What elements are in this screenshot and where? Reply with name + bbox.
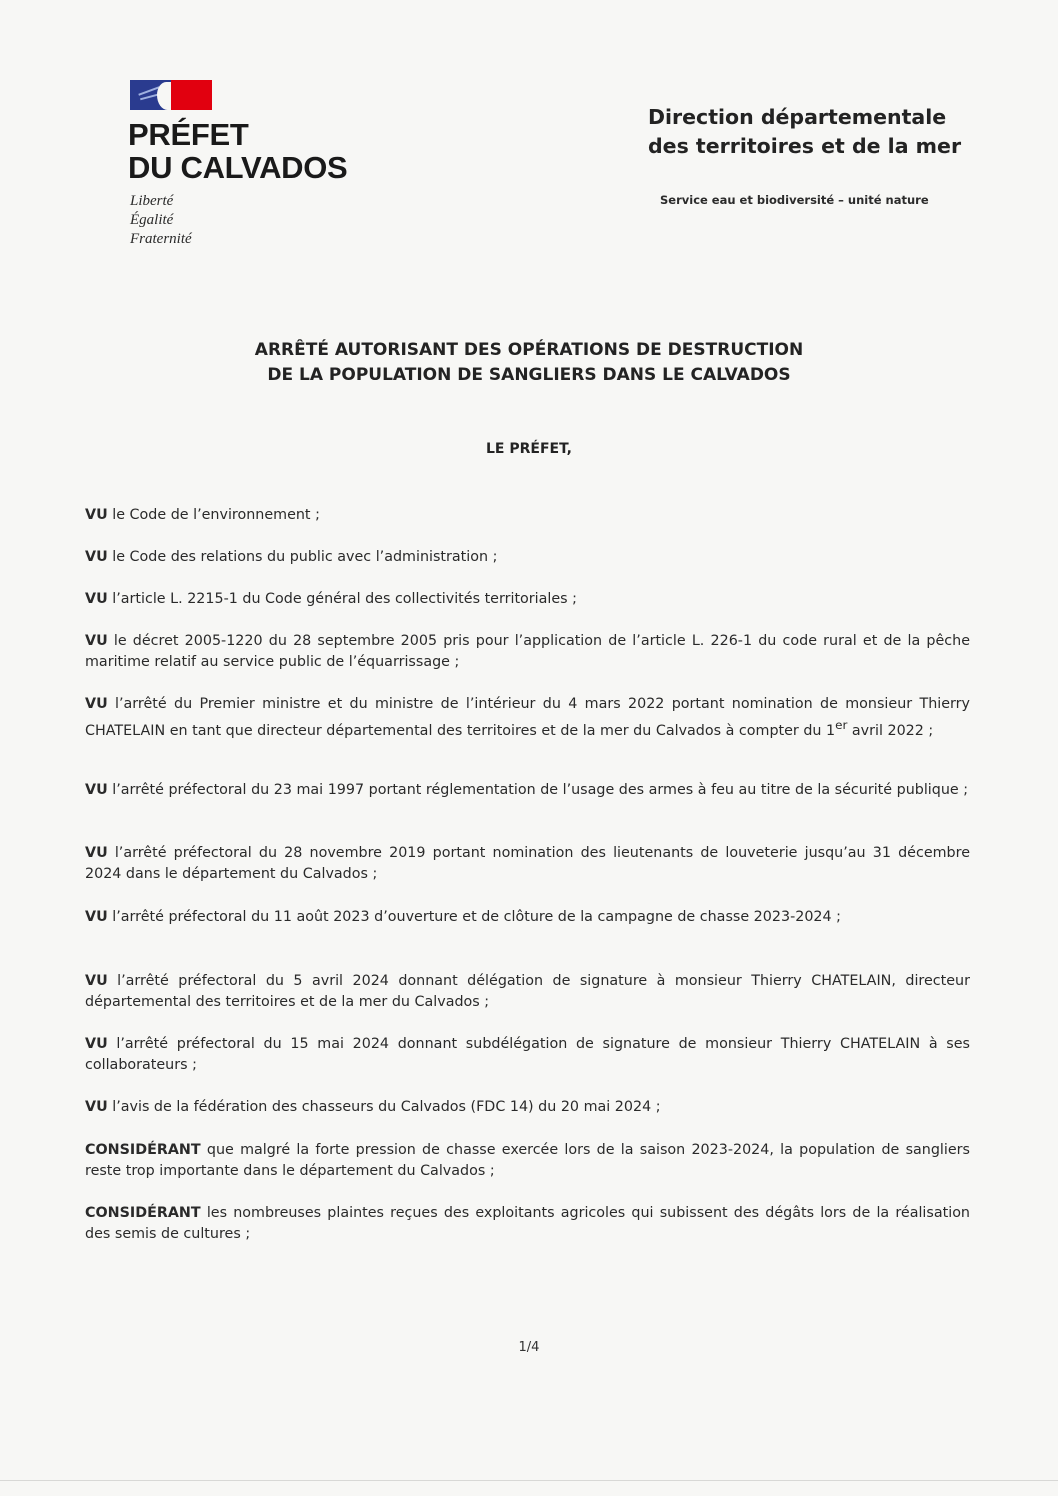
paragraph-vu-avis-fdc: VU l’avis de la fédération des chasseurs du Calvados (FDC 14) du 20 mai 2024 ; (85, 1099, 661, 1115)
marianne-logo-icon (130, 80, 212, 110)
motto-egalite: Égalité (130, 212, 174, 228)
paragraph-vu-arrete-delegation: VU l’arrêté préfectoral du 5 avril 2024 donnant délégation de signature à monsieur Thierry CHATELAIN, directeur départemental des territoires et de la mer du Calvados ; (85, 973, 970, 1010)
title-line-2: DE LA POPULATION DE SANGLIERS DANS LE CALVADOS (267, 365, 791, 385)
scan-bottom-edge (0, 1480, 1058, 1481)
direction-heading (648, 103, 961, 161)
title-line-1: ARRÊTÉ AUTORISANT DES OPÉRATIONS DE DESTRUCTION (254, 340, 804, 360)
paragraph-vu-arrete-louveterie: VU l’arrêté préfectoral du 28 novembre 2019 portant nomination des lieutenants de louveterie jusqu’au 31 décembre 2024 dans le département du Calvados ; (85, 845, 970, 882)
paragraph-vu-arrete-chasse: VU l’arrêté préfectoral du 11 août 2023 d’ouverture et de clôture de la campagne de chasse 2023-2024 ; (85, 909, 841, 925)
prefecture-name (128, 118, 347, 184)
paragraph-vu-arrete-armes: VU l’arrêté préfectoral du 23 mai 1997 portant réglementation de l’usage des armes à feu au titre de la sécurité publique ; (85, 782, 969, 798)
paragraph-vu-decret-2005: VU le décret 2005-1220 du 28 septembre 2005 pris pour l’application de l’article L. 226-1 du code rural et de la pêche maritime relatif au service public de l’équarrissage ; (85, 633, 970, 670)
paragraph-considerant-pression: CONSIDÉRANT que malgré la forte pression de chasse exercée lors de la saison 2023-2024, la population de sangliers reste trop importante dans le département du Calvados ; (85, 1142, 970, 1179)
republic-motto (130, 192, 192, 249)
page-number: 1/4 (518, 1340, 540, 1355)
motto-fraternite: Fraternité (130, 231, 192, 247)
paragraph-vu-code-environnement: VU le Code de l’environnement ; (85, 507, 320, 523)
motto-liberte: Liberté (130, 193, 174, 209)
paragraph-vu-code-relations: VU le Code des relations du public avec l’administration ; (85, 549, 498, 565)
le-prefet-heading: LE PRÉFET, (486, 441, 572, 457)
paragraph-vu-arrete-nomination: VU l’arrêté du Premier ministre et du ministre de l’intérieur du 4 mars 2022 portant nomination de monsieur Thierry CHATELAIN en tant que directeur départemental des territoires et de la mer du Calvados à compter du 1er avril 2022 ; (85, 696, 970, 739)
direction-line-2: des territoires et de la mer (648, 134, 962, 158)
prefecture-name-line-1: PRÉFET (128, 117, 249, 152)
paragraph-vu-arrete-subdelegation: VU l’arrêté préfectoral du 15 mai 2024 donnant subdélégation de signature de monsieur Thierry CHATELAIN à ses collaborateurs ; (85, 1036, 970, 1073)
service-name: Service eau et biodiversité – unité nature (660, 193, 929, 207)
direction-line-1: Direction départementale (648, 105, 947, 129)
paragraph-considerant-plaintes: CONSIDÉRANT les nombreuses plaintes reçues des exploitants agricoles qui subissent des dégâts lors de la réalisation des semis de cultures ; (85, 1205, 970, 1242)
document-title (0, 338, 1058, 388)
paragraph-vu-article-l2215: VU l’article L. 2215-1 du Code général des collectivités territoriales ; (85, 591, 577, 607)
prefecture-name-line-2: DU CALVADOS (128, 150, 348, 185)
